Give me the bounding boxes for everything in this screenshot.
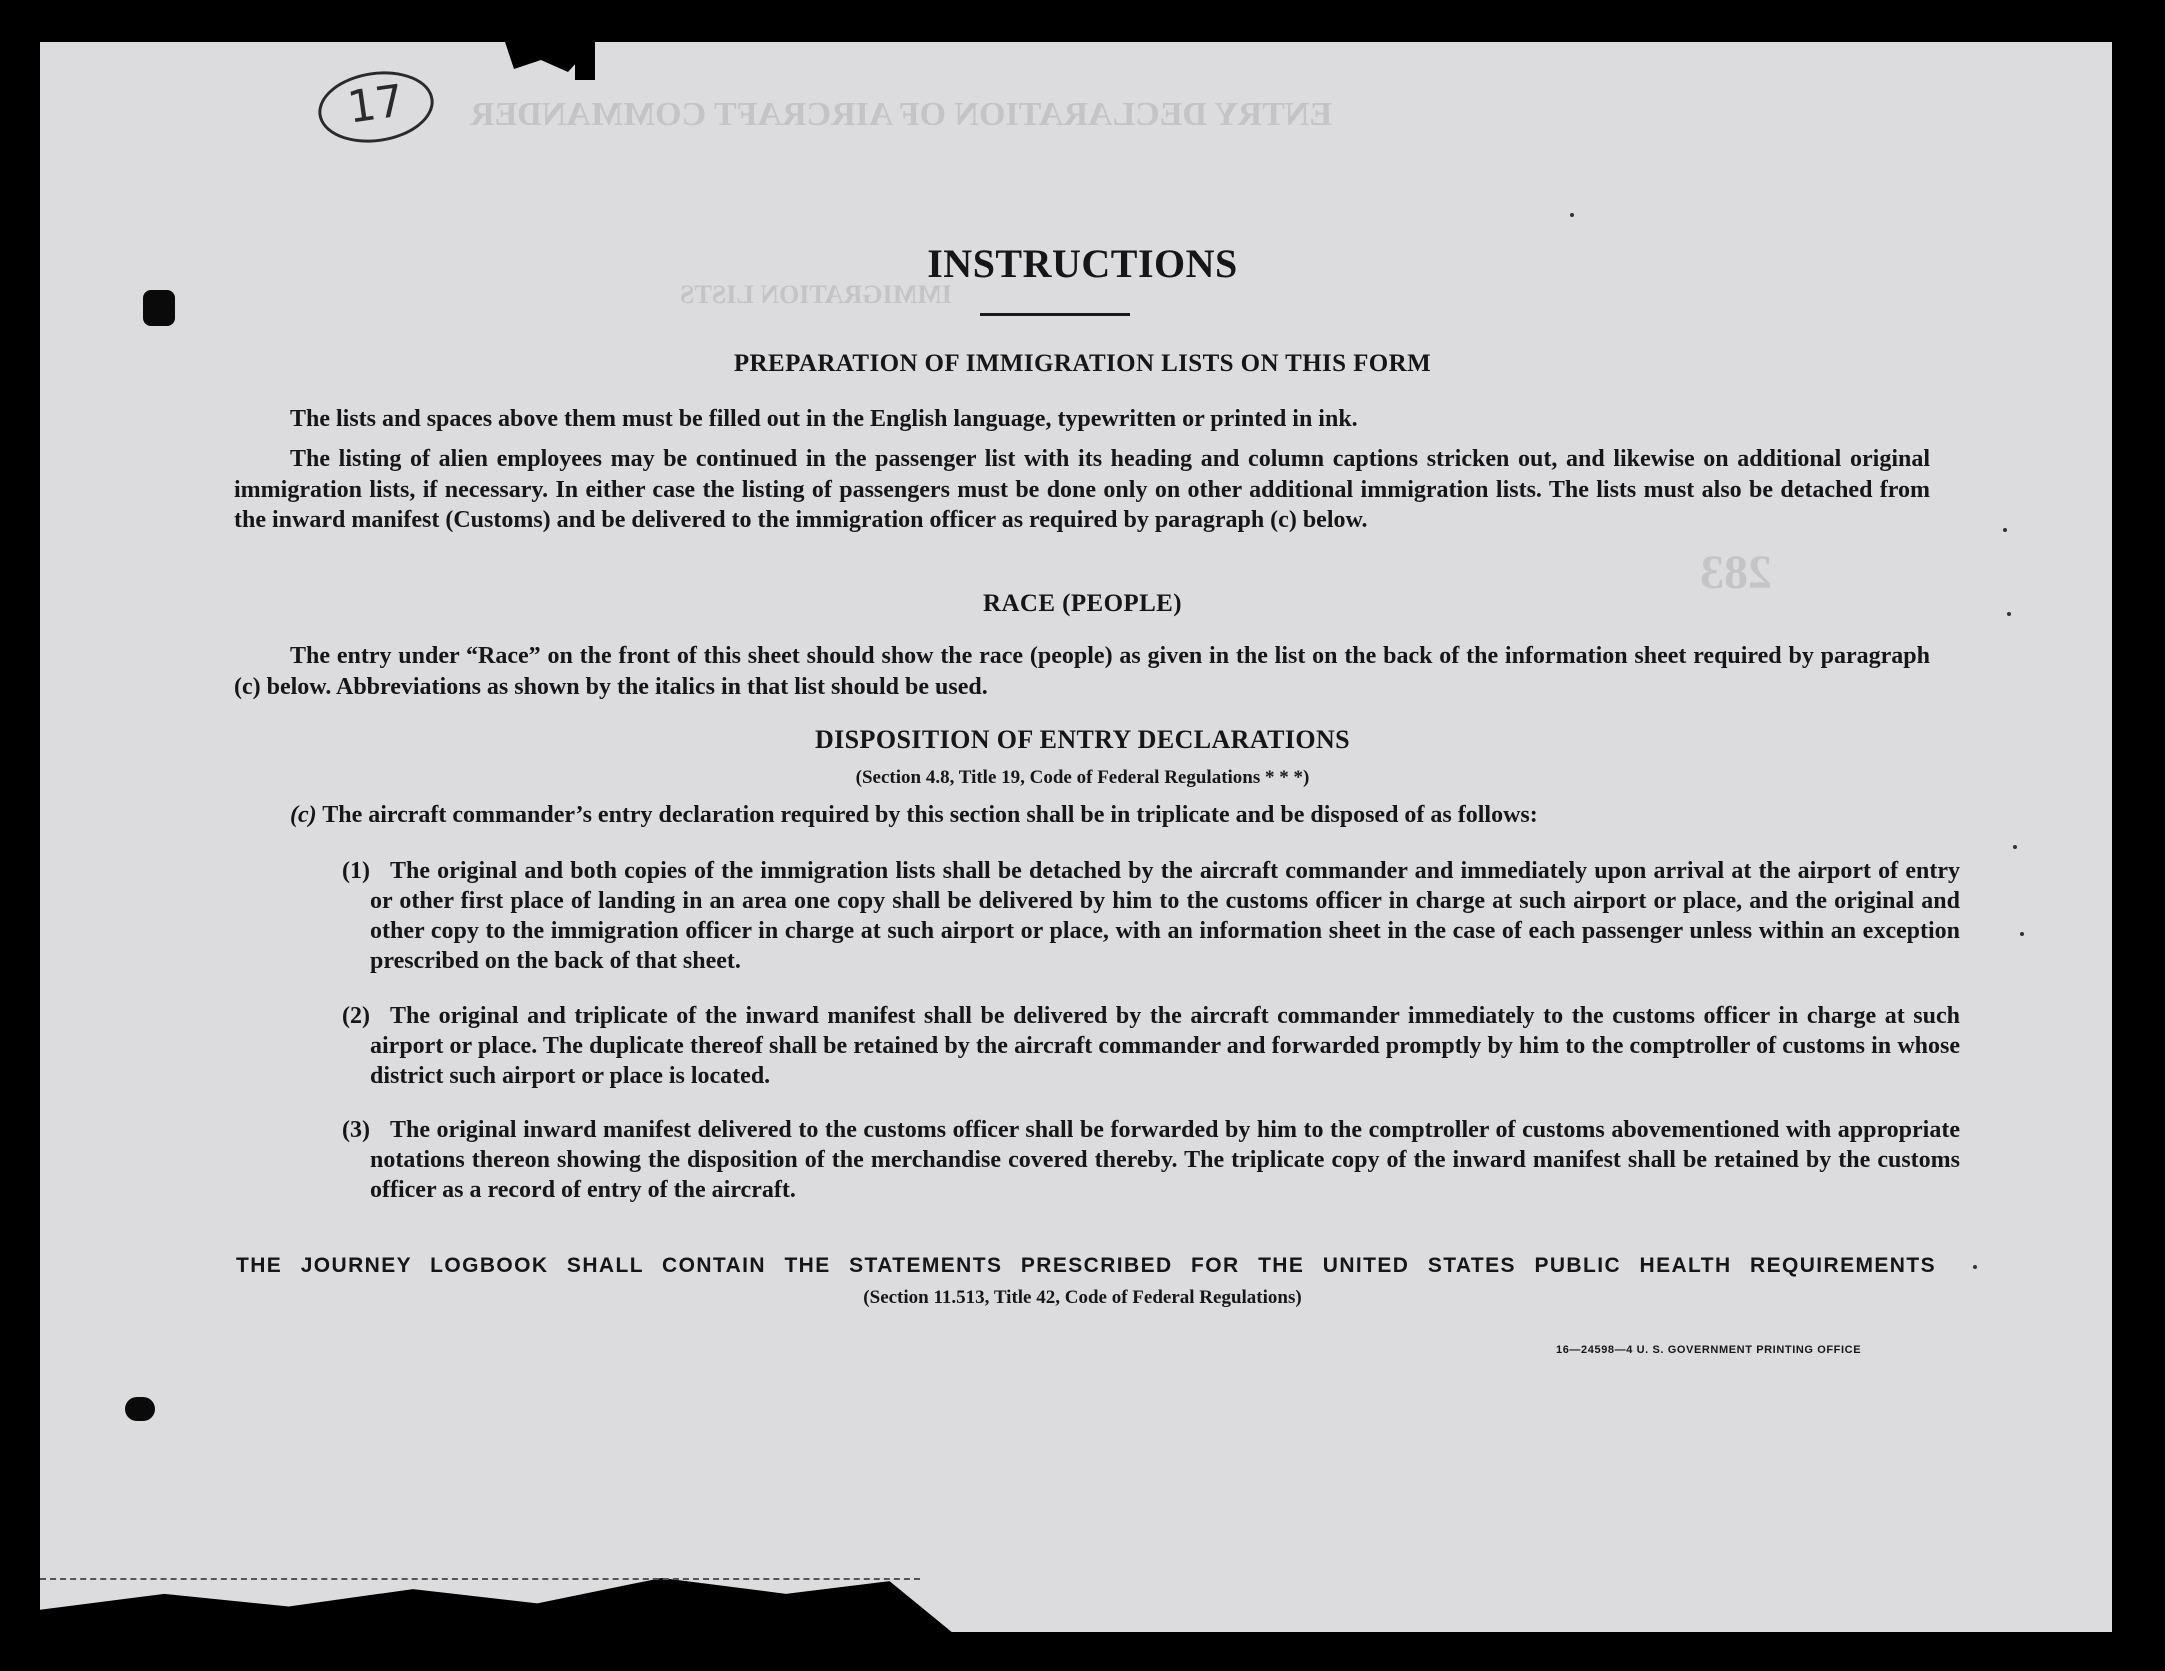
paragraph-race: The entry under “Race” on the front of this sheet should show the race (people) as given in the list on the back of the information sheet required by paragraph (c) below. Abbreviations as shown by the italics in that list should be used. (234, 643, 1930, 700)
intro-label: (c) (290, 802, 317, 828)
punch-hole (125, 1397, 155, 1421)
page-title: INSTRUCTIONS (927, 241, 1238, 286)
paragraph-alien-employees: The listing of alien employees may be continued in the passenger list with its heading and column captions stricken out, and likewise on additional original immigration lists, if necessary. In either case the listing of passengers must be done only on other additional immigration lists. The lists must also be detached from the inward manifest (Customs) and be delivered to the immigration officer as required by paragraph (c) below. (234, 446, 1930, 533)
item-number: (1) (342, 858, 370, 884)
item-text: The original and triplicate of the inward manifest shall be delivered by the aircraft commander immediately to the customs officer in charge at such airport or place. The duplicate thereof shall be retained by the aircraft commander and forwarded promptly by him to the comptroller of customs in whose district such airport or place is located. (370, 1003, 1960, 1089)
intro-text: The aircraft commander’s entry declaration required by this section shall be in triplicate and be disposed of as follows: (322, 802, 1538, 828)
speck (2020, 932, 2024, 936)
item-number: (2) (342, 1003, 370, 1029)
punch-hole (143, 290, 175, 326)
heading-disposition: DISPOSITION OF ENTRY DECLARATIONS (814, 725, 1351, 754)
list-item (342, 1001, 1960, 1091)
item-number: (3) (342, 1117, 370, 1143)
paragraph-intro-c (290, 800, 1940, 831)
item-text: The original and both copies of the immigration lists shall be detached by the aircraft commander and immediately upon arrival at the airport of entry or other first place of landing in an area one copy shall be delivered by him to the customs officer in charge at such airport or place, and the original and other copy to the immigration officer in charge at such airport or place, with an information sheet in the case of each passenger unless within an exception prescribed on the back of that sheet. (370, 858, 1960, 974)
handwritten-circled-number: 17 (314, 64, 439, 149)
list-item (342, 856, 1960, 976)
citation-title-42: (Section 11.513, Title 42, Code of Federal Regulations) (863, 1287, 1302, 1308)
torn-edge (575, 42, 595, 80)
item-text: The original inward manifest delivered to the customs officer shall be forwarded by him to the comptroller of customs abovementioned with appropriate notations thereon showing the disposition of the merchandise covered thereby. The triplicate copy of the inward manifest shall be retained by the customs officer as a record of entry of the aircraft. (370, 1117, 1960, 1203)
bleed-through-text: ENTRY DECLARATION OF AIRCRAFT COMMANDER (470, 96, 1333, 133)
public-health-statement: THE JOURNEY LOGBOOK SHALL CONTAIN THE STATEMENTS PRESCRIBED FOR THE UNITED STATES PUBLIC HEALTH REQUIREMENTS (236, 1254, 1936, 1277)
paragraph-english-language: The lists and spaces above them must be filled out in the English language, typewritten or printed in ink. (290, 406, 1358, 432)
heading-preparation: PREPARATION OF IMMIGRATION LISTS ON THIS FORM (733, 350, 1432, 377)
speck (1973, 1265, 1977, 1269)
speck (2003, 528, 2007, 532)
citation-title-19: (Section 4.8, Title 19, Code of Federal Regulations * * *) (855, 767, 1310, 788)
perforation-line (40, 1578, 920, 1580)
list-item (342, 1115, 1960, 1205)
bleed-through-text: IMMIGRATION LISTS (680, 280, 952, 309)
printer-imprint: 16—24598—4 U. S. GOVERNMENT PRINTING OFFICE (1556, 1344, 1862, 1356)
heading-race: RACE (PEOPLE) (983, 590, 1182, 617)
speck (2013, 845, 2017, 849)
speck (1570, 213, 1574, 217)
bleed-through-text: 283 (1700, 546, 1772, 599)
title-underline (980, 313, 1130, 316)
